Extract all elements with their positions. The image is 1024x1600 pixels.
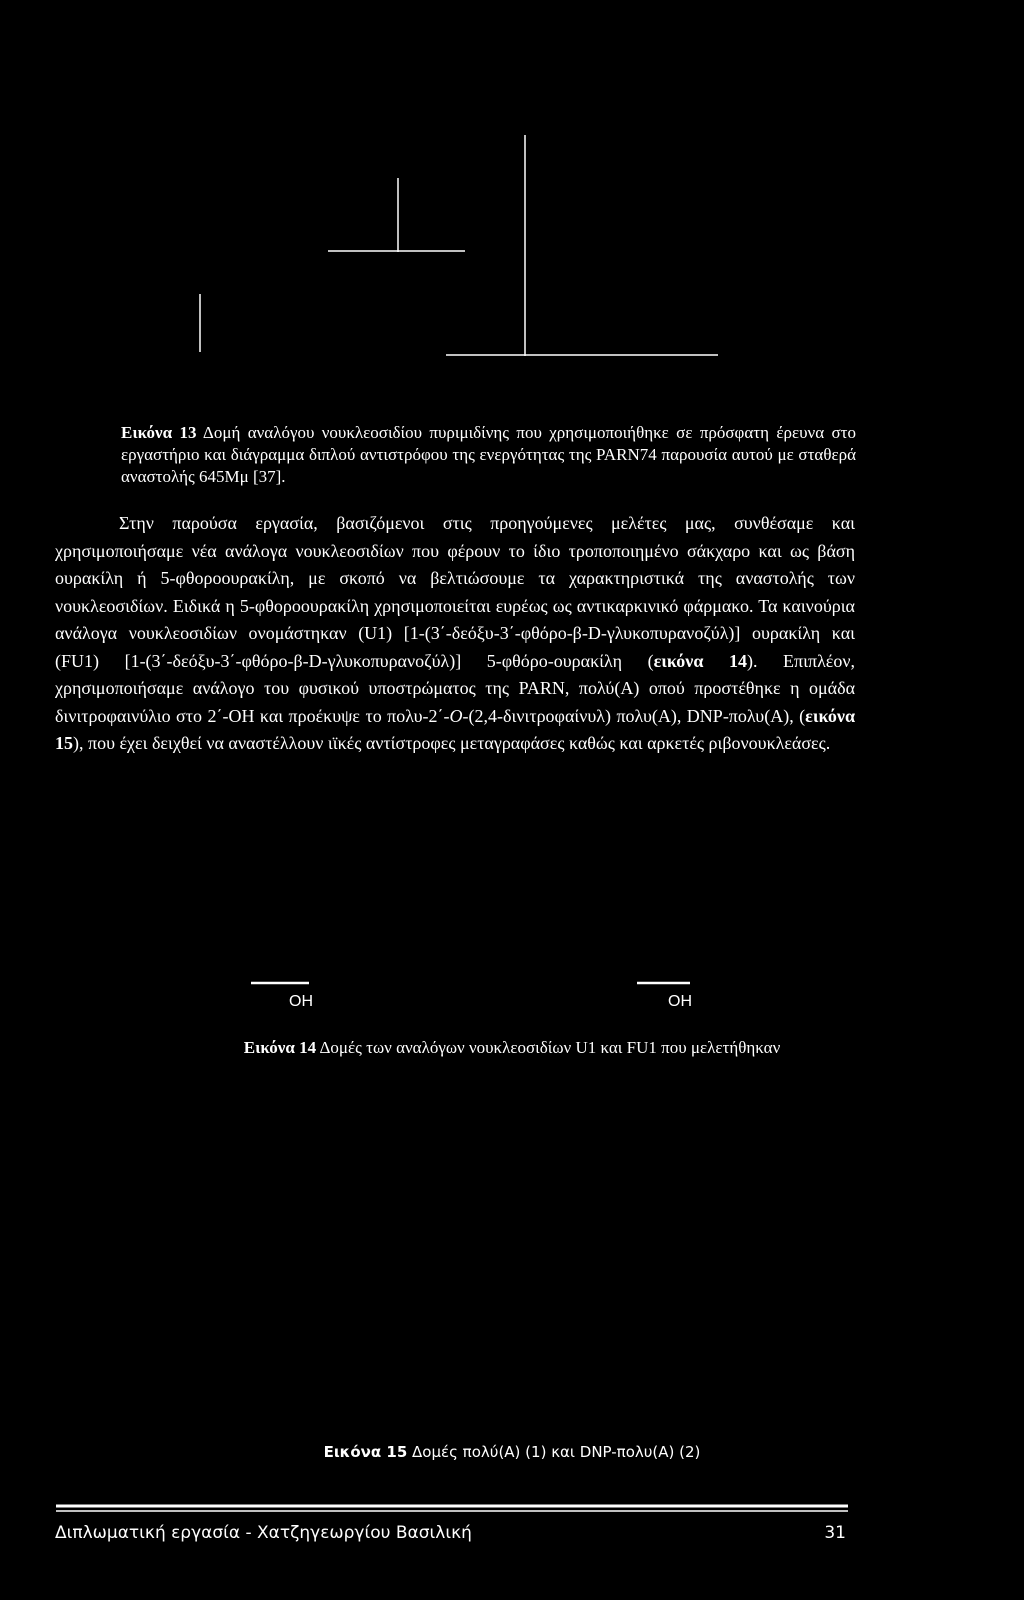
figure13-caption-label: Εικόνα 13 [121, 423, 197, 442]
body-text-3: -(2,4-δινιτροφαίνυλ) πολυ(Α), DNP-πολυ(Α), ( [462, 705, 806, 726]
fig14-oh-label-left: OH [289, 993, 313, 1010]
body-paragraph [55, 510, 855, 758]
figure14-reference: εικόνα 14 [653, 650, 747, 671]
body-text-2: ). Επιπλέον, χρησιμοποιήσαμε ανάλογο του φυσικού υποστρώματος της PARN, πολύ(Α) οπού προστέθηκε η ομάδα δινιτροφαινύλιο στο 2΄-ΟΗ και προέκυψε το πολυ-2΄- [55, 650, 855, 726]
page-number: 31 [824, 1523, 846, 1543]
figure15-reference: εικόνα 15 [55, 705, 856, 753]
figure13-caption-text: Δομή αναλόγου νουκλεοσιδίου πυριμιδίνης που χρησιμοποιήθηκε σε πρόσφατη έρευνα στο εργαστήριο και διάγραμμα διπλού αντιστρόφου της ενεργότητας της PARN74 παρουσία αυτού με σταθερά αναστολής 645Μμ [37]. [121, 423, 856, 486]
figure15-caption [0, 1443, 1024, 1461]
figure15-caption-text: Δομές πολύ(Α) (1) και DNP-πολυ(Α) (2) [407, 1443, 701, 1461]
body-text-1: Στην παρούσα εργασία, βασιζόμενοι στις προηγούμενες μελέτες μας, συνθέσαμε και χρησιμοποιήσαμε νέα ανάλογα νουκλεοσιδίων που φέρουν το ίδιο τροποποιημένο σάκχαρο και ως βάση ουρακίλη ή 5-φθοροουρακίλη, με σκοπό να βελτιώσουμε τα χαρακτηριστικά της αναστολής των νουκλεοσιδίων. Ειδικά η 5-φθοροουρακίλη χρησιμοποιείται ευρέως ως αντικαρκινικό φάρμακο. Τα καινούρια ανάλογα νουκλεοσιδίων ονομάστηκαν (U1) [1-(3΄-δεόξυ-3΄-φθόρο-β-D-γλυκοπυρανοζύλ)] ουρακίλη και (FU1) [1-(3΄-δεόξυ-3΄-φθόρο-β-D-γλυκοπυρανοζύλ)] 5-φθόρο-ουρακίλη ( [55, 513, 855, 671]
figure14-caption-label: Εικόνα 14 [243, 1038, 317, 1057]
body-italic-o: O [449, 705, 463, 726]
footer-author: Διπλωματική εργασία - Χατζηγεωργίου Βασιλική [55, 1523, 472, 1543]
figure14-caption-text: Δομές των αναλόγων νουκλεοσιδίων U1 και FU1 που μελετήθηκαν [316, 1038, 781, 1057]
fig14-oh-label-right: OH [668, 993, 692, 1010]
figure15-caption-label: Εικόνα 15 [323, 1443, 408, 1461]
figure14-caption [0, 1038, 1024, 1058]
figure13-caption [121, 422, 856, 488]
body-text-4: ), που έχει δειχθεί να αναστέλλουν ιϊκές αντίστροφες μεταγραφάσες καθώς και αρκετές ριβονουκλεάσες. [73, 733, 831, 753]
